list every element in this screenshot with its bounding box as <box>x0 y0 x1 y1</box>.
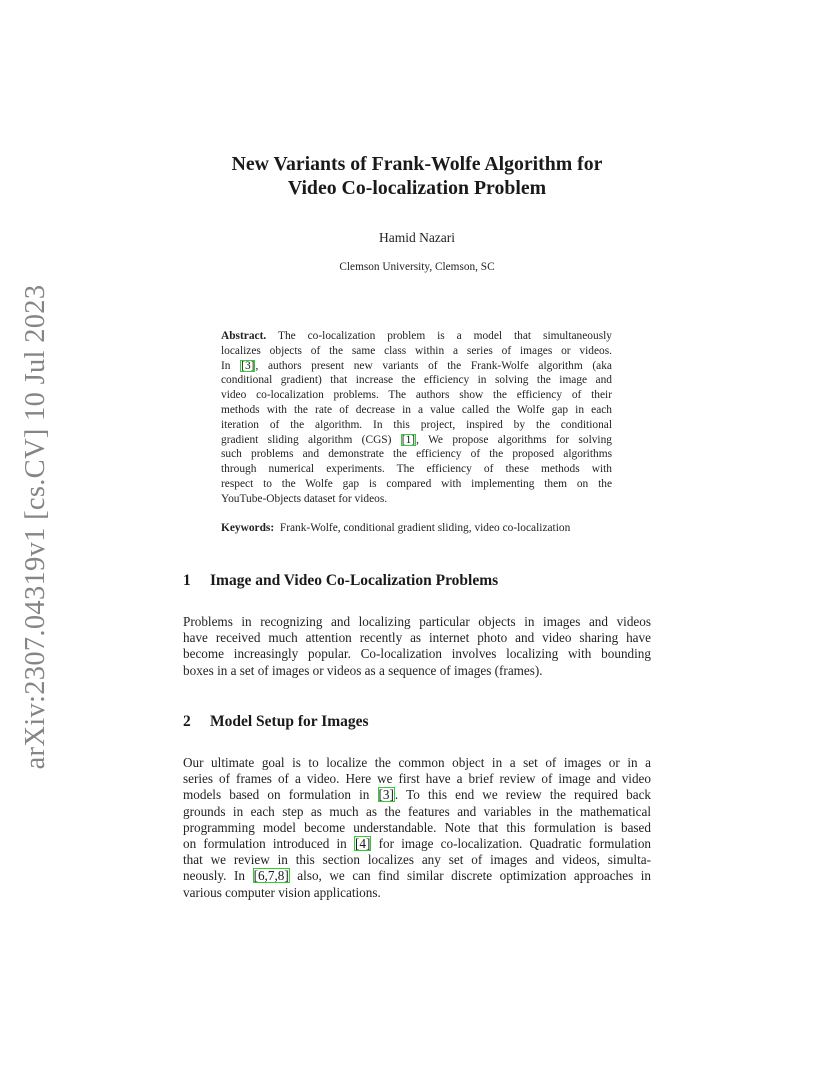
title-line-1: New Variants of Frank-Wolfe Algorithm for <box>231 153 603 175</box>
keywords <box>221 522 641 534</box>
abstract-line: methods with the rate of decrease in a value called the Wolfe gap in each <box>221 403 612 416</box>
title-line-2: Video Co-localization Problem <box>287 177 547 199</box>
arxiv-sidebar <box>0 0 70 1072</box>
section-1-paragraph <box>183 614 651 679</box>
abstract-line: gradient sliding algorithm (CGS) [1], We propose algorithms for solving <box>221 433 612 446</box>
section-heading <box>183 713 651 731</box>
section-title: Image and Video Co-Localization Problems <box>210 572 499 589</box>
paragraph-line: programming model become understandable. Note that this formulation is based <box>183 819 651 835</box>
paragraph-line: on formulation introduced in [4] for image co-localization. Quadratic formulation <box>183 836 652 852</box>
section-number: 1 <box>183 572 191 589</box>
citation-link[interactable]: [4] <box>355 836 371 852</box>
abstract-line: Abstract. The co-localization problem is a model that simultaneously <box>221 330 612 342</box>
paragraph-line: that we review in this section localizes any set of images and videos, simulta- <box>183 852 651 868</box>
paragraph-line: Problems in recognizing and localizing particular objects in images and videos <box>183 614 651 629</box>
abstract-line: video co-localization problems. The authors show the efficiency of their <box>221 389 612 402</box>
paragraph-line: Our ultimate goal is to localize the common object in a set of images or in a <box>183 755 651 770</box>
abstract <box>221 329 612 507</box>
abstract-line: localizes objects of the same class within a series of images or videos. <box>221 344 612 357</box>
section-2-paragraph <box>183 755 651 901</box>
paragraph-line: series of frames of a video. Here we first have a brief review of image and video <box>183 771 651 787</box>
abstract-line: conditional gradient) that increase the efficiency in solving the image and <box>221 374 612 387</box>
keywords-text: Frank-Wolfe, conditional gradient sliding, video co-localization <box>279 522 571 534</box>
abstract-label: Abstract. <box>221 330 267 342</box>
abstract-line: through numerical experiments. The efficiency of these methods with <box>221 463 612 476</box>
abstract-line: such problems and demonstrate the efficiency of the proposed algorithms <box>221 448 612 461</box>
keywords-label: Keywords: <box>221 522 275 534</box>
section-number: 2 <box>183 713 191 730</box>
paragraph-line: have received much attention recently as internet photo and video sharing have <box>183 630 651 646</box>
paragraph-line: models based on formulation in [3]. To this end we review the required back <box>183 787 652 803</box>
author-affiliation: Clemson University, Clemson, SC <box>339 261 495 273</box>
abstract-line: In [3], authors present new variants of the Frank-Wolfe algorithm (aka <box>221 359 612 372</box>
author-name: Hamid Nazari <box>378 230 456 245</box>
section-heading <box>183 572 651 590</box>
citation-link[interactable]: [3] <box>378 787 394 803</box>
citation-link[interactable]: [6,7,8] <box>253 868 289 884</box>
citation-link[interactable]: [1] <box>401 433 416 446</box>
abstract-line: YouTube-Objects dataset for videos. <box>221 492 388 505</box>
paragraph-line: various computer vision applications. <box>183 884 381 900</box>
arxiv-identifier: arXiv:2307.04319v1 [cs.CV] 10 Jul 2023 <box>20 284 51 770</box>
paper-title <box>183 152 651 200</box>
abstract-line: iteration of the algorithm. In this project, inspired by the conditional <box>221 418 612 431</box>
paragraph-line: become increasingly popular. Co-localization involves localizing with bounding <box>183 646 651 662</box>
paragraph-line: grounds in each step as much as the features and variables in the mathematical <box>183 803 651 819</box>
abstract-line: respect to the Wolfe gap is compared with implementing them on the <box>221 477 612 490</box>
citation-link[interactable]: [3] <box>241 359 255 372</box>
paragraph-line: neously. In [6,7,8] also, we can find similar discrete optimization approaches in <box>183 868 652 884</box>
paragraph-line: boxes in a set of images or videos as a sequence of images (frames). <box>183 662 543 678</box>
section-title: Model Setup for Images <box>210 713 369 730</box>
